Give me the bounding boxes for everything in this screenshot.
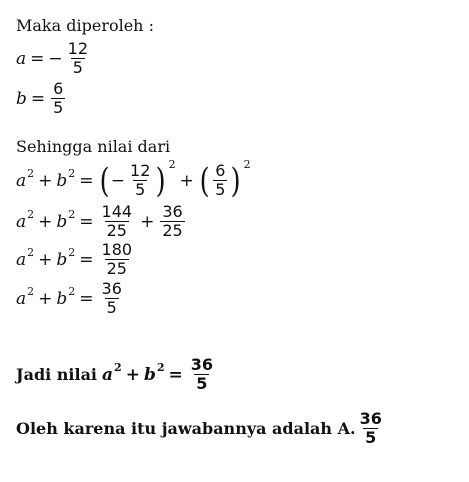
first-fraction xyxy=(128,162,152,199)
equals-sign: = xyxy=(30,48,45,69)
denominator: 25 xyxy=(106,259,127,278)
exponent: 2 xyxy=(243,158,251,171)
intro-text: Maka diperoleh : xyxy=(16,16,154,35)
numerator: 180 xyxy=(101,240,133,259)
b-value-line xyxy=(16,80,67,117)
equals-sign: = xyxy=(79,249,94,270)
plus-sign: + xyxy=(38,170,53,191)
denominator: 5 xyxy=(365,428,377,447)
answer-text: Oleh karena itu jawabannya adalah A. xyxy=(16,419,356,438)
step2-line xyxy=(16,203,187,240)
result-fraction xyxy=(100,280,124,317)
equals-sign: = xyxy=(79,170,94,191)
exponent: 2 xyxy=(168,158,176,171)
numerator: 36 xyxy=(359,409,382,428)
exponent: 2 xyxy=(27,208,35,221)
exponent: 2 xyxy=(27,246,35,259)
a-numerator: 12 xyxy=(67,39,88,58)
denominator: 5 xyxy=(135,180,146,199)
step4-line xyxy=(16,280,126,317)
b-denominator: 5 xyxy=(53,98,64,117)
minus-sign: − xyxy=(110,170,126,191)
numerator: 36 xyxy=(162,202,183,221)
exponent: 2 xyxy=(156,361,165,374)
sehingga-line xyxy=(16,137,170,156)
numerator: 36 xyxy=(190,355,213,374)
plus-sign: + xyxy=(125,364,140,385)
sehingga-text: Sehingga nilai dari xyxy=(16,137,171,156)
a-value-line xyxy=(16,40,92,77)
jadi-fraction xyxy=(189,356,215,393)
plus-sign: + xyxy=(38,288,53,309)
b-variable: b xyxy=(16,88,27,109)
numerator: 12 xyxy=(130,161,151,180)
b-variable: b xyxy=(56,288,68,309)
denominator: 5 xyxy=(106,298,117,317)
second-fraction xyxy=(160,203,184,240)
exponent: 2 xyxy=(68,246,76,259)
equals-sign: = xyxy=(168,364,183,385)
exponent: 2 xyxy=(68,208,76,221)
a-variable: a xyxy=(16,249,27,270)
b-variable: b xyxy=(143,364,156,385)
right-paren: ) xyxy=(156,160,167,201)
a-variable: a xyxy=(16,170,27,191)
second-term-group xyxy=(198,158,251,201)
plus-sign: + xyxy=(179,170,194,191)
jadi-text: Jadi nilai xyxy=(16,365,98,384)
plus-sign: + xyxy=(140,211,155,232)
a-variable: a xyxy=(16,211,27,232)
exponent: 2 xyxy=(68,167,76,180)
step1-line xyxy=(16,158,251,201)
right-paren: ) xyxy=(231,160,241,201)
a-fraction xyxy=(66,40,90,77)
sum-fraction xyxy=(100,241,135,278)
a-variable: a xyxy=(16,48,27,69)
numerator: 36 xyxy=(101,279,122,298)
intro-line xyxy=(16,16,154,35)
a-variable: a xyxy=(16,288,27,309)
numerator: 6 xyxy=(215,161,226,180)
exponent: 2 xyxy=(114,361,122,374)
left-paren: ( xyxy=(99,160,110,201)
plus-sign: + xyxy=(38,211,53,232)
b-numerator: 6 xyxy=(53,79,64,98)
denominator: 25 xyxy=(162,221,183,240)
denominator: 5 xyxy=(215,180,226,199)
a-variable: a xyxy=(102,364,114,385)
denominator: 5 xyxy=(196,374,208,393)
b-variable: b xyxy=(56,211,68,232)
first-fraction xyxy=(100,203,135,240)
exponent: 2 xyxy=(27,167,35,180)
exponent: 2 xyxy=(27,285,35,298)
answer-line xyxy=(16,410,386,447)
a-denominator: 5 xyxy=(72,58,83,77)
exponent: 2 xyxy=(68,285,76,298)
b-variable: b xyxy=(56,249,68,270)
equals-sign: = xyxy=(79,211,94,232)
denominator: 25 xyxy=(106,221,127,240)
left-paren: ( xyxy=(199,160,210,201)
second-fraction xyxy=(213,162,227,199)
step3-line xyxy=(16,241,136,278)
numerator: 144 xyxy=(101,202,133,221)
minus-sign: − xyxy=(48,48,63,69)
answer-fraction xyxy=(358,410,384,447)
b-fraction xyxy=(51,80,65,117)
plus-sign: + xyxy=(38,249,53,270)
equals-sign: = xyxy=(79,288,94,309)
first-term-group xyxy=(98,158,176,201)
b-variable: b xyxy=(56,170,68,191)
equals-sign: = xyxy=(30,88,46,109)
jadi-line xyxy=(16,356,217,393)
